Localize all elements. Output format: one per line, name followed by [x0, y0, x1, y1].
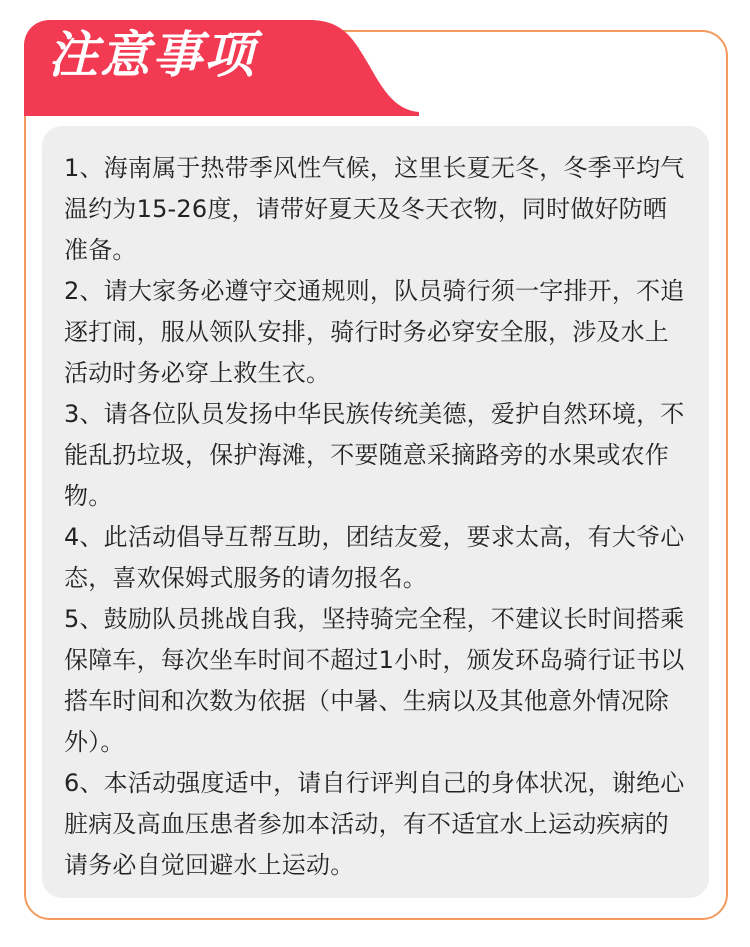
notice-panel [42, 126, 709, 898]
notice-item-5: 5、鼓励队员挑战自我，坚持骑完全程，不建议长时间搭乘保障车，每次坐车时间不超过1小时，颁发环岛骑行证书以搭车时间和次数为依据（中暑、生病以及其他意外情况除外）。 [64, 605, 685, 756]
notice-item-1: 1、海南属于热带季风性气候，这里长夏无冬，冬季平均气温约为15-26度，请带好夏天及冬天衣物，同时做好防晒准备。 [64, 154, 685, 264]
notice-item-4: 4、此活动倡导互帮互助，团结友爱，要求太高，有大爷心态，喜欢保姆式服务的请勿报名。 [64, 523, 685, 592]
notice-item-2: 2、请大家务必遵守交通规则，队员骑行须一字排开，不追逐打闹，服从领队安排，骑行时务必穿安全服，涉及水上活动时务必穿上救生衣。 [64, 277, 685, 387]
notice-item-6: 6、本活动强度适中，请自行评判自己的身体状况，谢绝心脏病及高血压患者参加本活动，有不适宜水上运动疾病的请务必自觉回避水上运动。 [64, 769, 685, 879]
page-title: 注意事项 [48, 26, 256, 84]
notice-list [64, 148, 685, 886]
notice-item-3: 3、请各位队员发扬中华民族传统美德，爱护自然环境，不能乱扔垃圾，保护海滩，不要随意采摘路旁的水果或农作物。 [64, 400, 685, 510]
